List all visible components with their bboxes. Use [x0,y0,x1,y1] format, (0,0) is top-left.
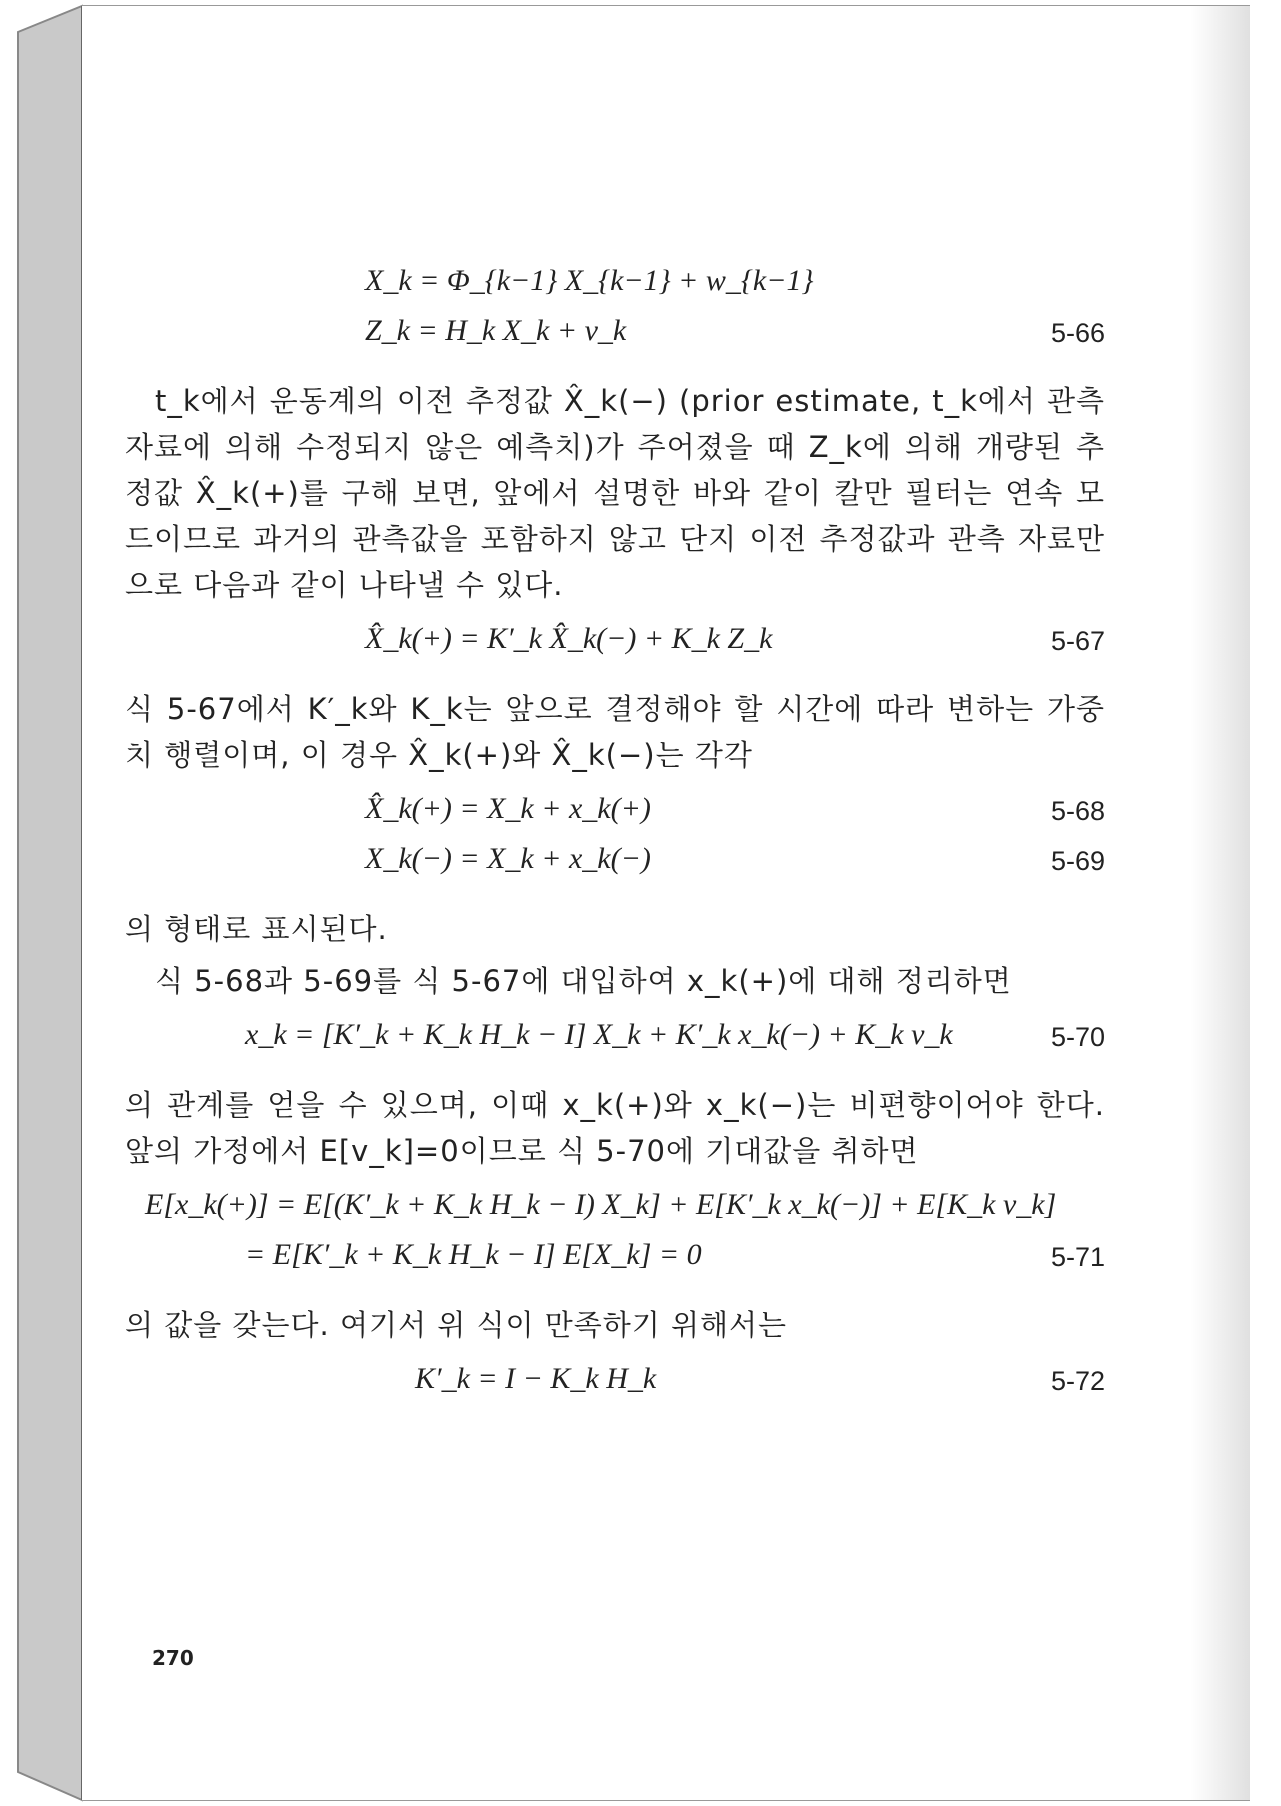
equation-line [125,264,1105,314]
equation-line [125,622,1105,672]
body-paragraph: 식 5-68과 5-69를 식 5-67에 대입하여 x_k(+)에 대해 정리하면 [155,964,1012,998]
equation-block [125,1188,1105,1288]
equation-line [125,1018,1105,1068]
equation-line [125,1362,1105,1412]
equation-line [125,842,1105,892]
equation-expression: X̂_k(+) = K′_k X̂_k(−) + K_k Z_k [365,622,773,655]
body-paragraph: 의 형태로 표시된다. [125,912,388,946]
page-number: 270 [152,1646,194,1670]
body-paragraph: 식 5-67에서 K′_k와 K_k는 앞으로 결정해야 할 시간에 따라 변하는 가중치 행렬이며, 이 경우 X̂_k(+)와 X̂_k(−)는 각각 [125,692,1105,772]
equation-expression: X_k(−) = X_k + x_k(−) [365,842,651,875]
page-edge-shadow [1190,6,1250,1800]
equation-expression: = E[K′_k + K_k H_k − I] E[X_k] = 0 [245,1238,702,1271]
equation-expression: E[x_k(+)] = E[(K′_k + K_k H_k − I) X_k] + E[K′_k x_k(−)] + E[K_k v_k] [145,1188,1057,1221]
equation-number: 5-67 [1050,626,1105,656]
equation-block [125,1362,1105,1412]
equation-line [125,1238,1105,1288]
equation-block [125,1018,1105,1068]
equation-expression: x_k = [K′_k + K_k H_k − I] X_k + K′_k x_k(−) + K_k v_k [245,1018,953,1051]
equation-number: 5-71 [1050,1242,1105,1272]
equation-line [125,1188,1105,1238]
equation-expression: Z_k = H_k X_k + v_k [365,314,627,347]
equation-number: 5-70 [1050,1022,1105,1052]
equation-expression: X̂_k(+) = X_k + x_k(+) [365,792,651,825]
body-paragraph: 의 관계를 얻을 수 있으며, 이때 x_k(+)와 x_k(−)는 비편향이어야 한다. 앞의 가정에서 E[v_k]=0이므로 식 5-70에 기대값을 취하면 [125,1088,1105,1168]
equation-block [125,622,1105,672]
equation-number: 5-72 [1050,1366,1105,1396]
equation-block [125,264,1105,364]
equation-block [125,792,1105,892]
body-paragraph: t_k에서 운동계의 이전 추정값 X̂_k(−) (prior estimate, t_k에서 관측 자료에 의해 수정되지 않은 예측치)가 주어졌을 때 Z_k에 의해 개량된 추정값 X̂_k(+)를 구해 보면, 앞에서 설명한 바와 같이 칼만 필터는 연속 모드이므로 과거의 관측값을 포함하지 않고 단지 이전 추정값과 관측 자료만으로 다음과 같이 나타낼 수 있다. [125,384,1105,602]
body-paragraph: 의 값을 갖는다. 여기서 위 식이 만족하기 위해서는 [125,1308,788,1342]
equation-line [125,314,1105,364]
equation-number: 5-69 [1050,846,1105,876]
equation-expression: K′_k = I − K_k H_k [415,1362,657,1395]
equation-line [125,792,1105,842]
equation-number: 5-68 [1050,796,1105,826]
page-content [125,250,1105,1426]
equation-expression: X_k = Φ_{k−1} X_{k−1} + w_{k−1} [365,264,814,297]
equation-number: 5-66 [1050,318,1105,348]
